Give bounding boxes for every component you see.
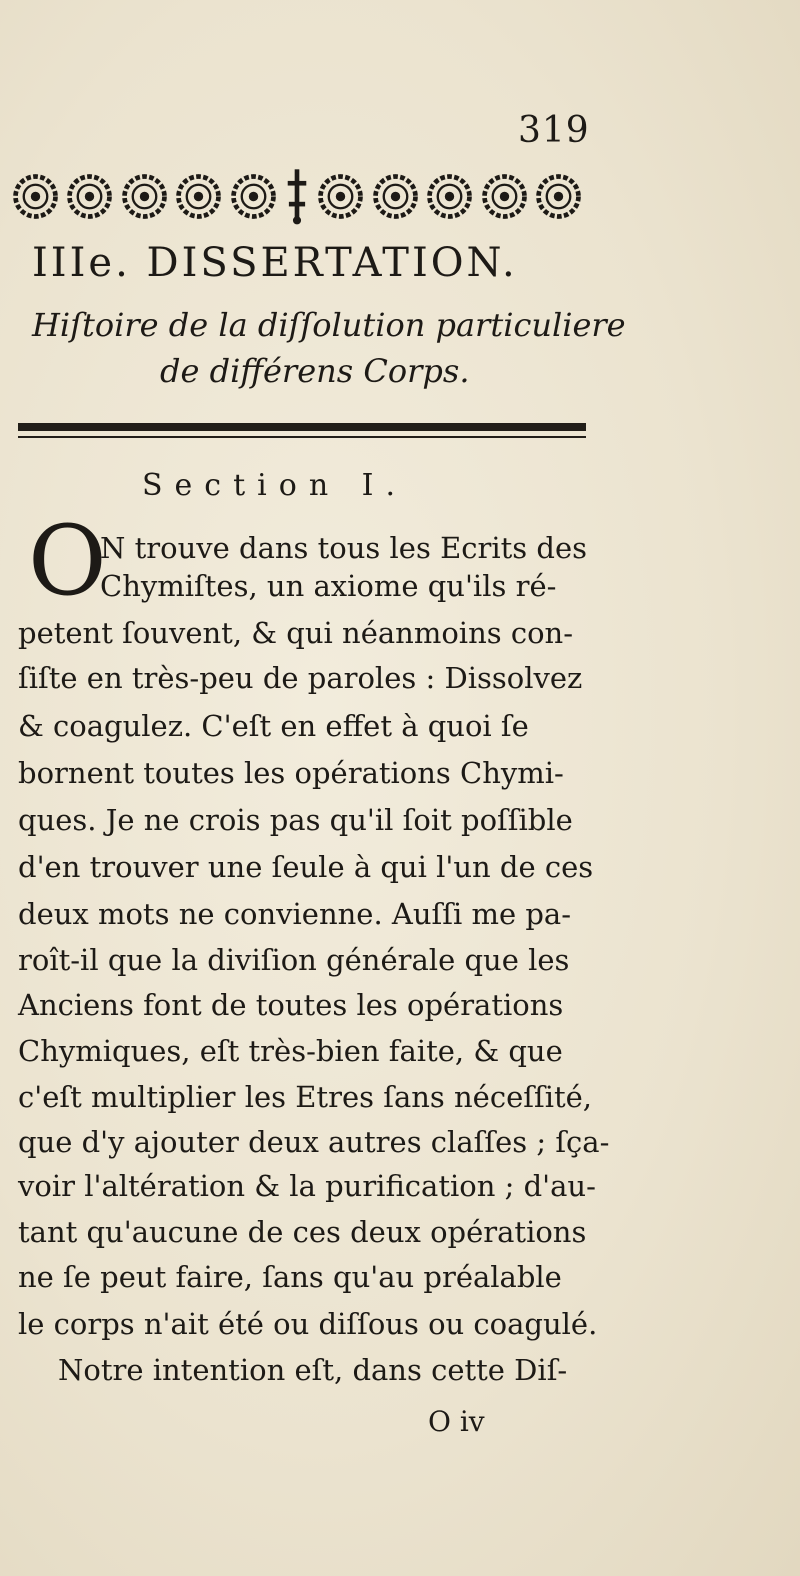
body-line: tant qu'aucune de ces deux opérations <box>18 1215 587 1249</box>
rosette-icon <box>535 173 582 220</box>
subtitle-line-1: Hiſtoire de la diſſolution particuliere <box>32 306 626 344</box>
rosette-icon <box>230 173 277 220</box>
body-line: Chymiques, eſt très-bien faite, & que <box>18 1034 563 1068</box>
rosette-icon <box>175 173 222 220</box>
rosette-icon <box>426 173 473 220</box>
section-heading: Section I. <box>142 468 408 503</box>
body-line: le corps n'ait été ou diſſous ou coagulé. <box>18 1307 598 1341</box>
body-line: ne ſe peut faire, ſans qu'au préalable <box>18 1260 562 1294</box>
rosette-icon <box>66 173 113 220</box>
body-line: roît-il que la diviſion générale que les <box>18 943 570 977</box>
rosette-icon <box>372 173 419 220</box>
body-line: Chymiſtes, un axiome qu'ils ré- <box>100 569 557 603</box>
drop-cap: O <box>28 505 107 617</box>
ornament-band <box>12 160 582 232</box>
body-line: c'eſt multiplier les Etres ſans néceſſité, <box>18 1080 593 1114</box>
rosette-icon <box>317 173 364 220</box>
page-number: 319 <box>518 110 590 151</box>
rosette-icon <box>481 173 528 220</box>
body-line: ſiſte en très-peu de paroles : Dissolvez <box>18 661 583 695</box>
body-line: N trouve dans tous les Ecrits des <box>100 531 587 565</box>
catchword: O iv <box>428 1405 485 1438</box>
body-line: voir l'altération & la purification ; d'au- <box>18 1169 596 1203</box>
body-line: que d'y ajouter deux autres claſſes ; ſça- <box>18 1125 610 1159</box>
title-rule-thick <box>18 423 586 431</box>
body-line: Anciens font de toutes les opérations <box>18 988 564 1022</box>
dissertation-title: IIIe. DISSERTATION. <box>32 240 518 286</box>
cross-icon <box>284 167 310 225</box>
rosette-icon <box>12 173 59 220</box>
body-line: deux mots ne convienne. Auſſi me pa- <box>18 897 572 931</box>
body-line: bornent toutes les opérations Chymi- <box>18 756 564 790</box>
rosette-icon <box>121 173 168 220</box>
body-line: Notre intention eſt, dans cette Diſ- <box>58 1353 568 1387</box>
body-line: petent ſouvent, & qui néanmoins con- <box>18 616 574 650</box>
body-line: & coagulez. C'eſt en effet à quoi ſe <box>18 709 529 743</box>
subtitle-line-2: de différens Corps. <box>160 352 470 390</box>
body-line: ques. Je ne crois pas qu'il ſoit poſſible <box>18 803 573 837</box>
title-rule-thin <box>18 436 586 438</box>
body-line: d'en trouver une ſeule à qui l'un de ces <box>18 850 594 884</box>
